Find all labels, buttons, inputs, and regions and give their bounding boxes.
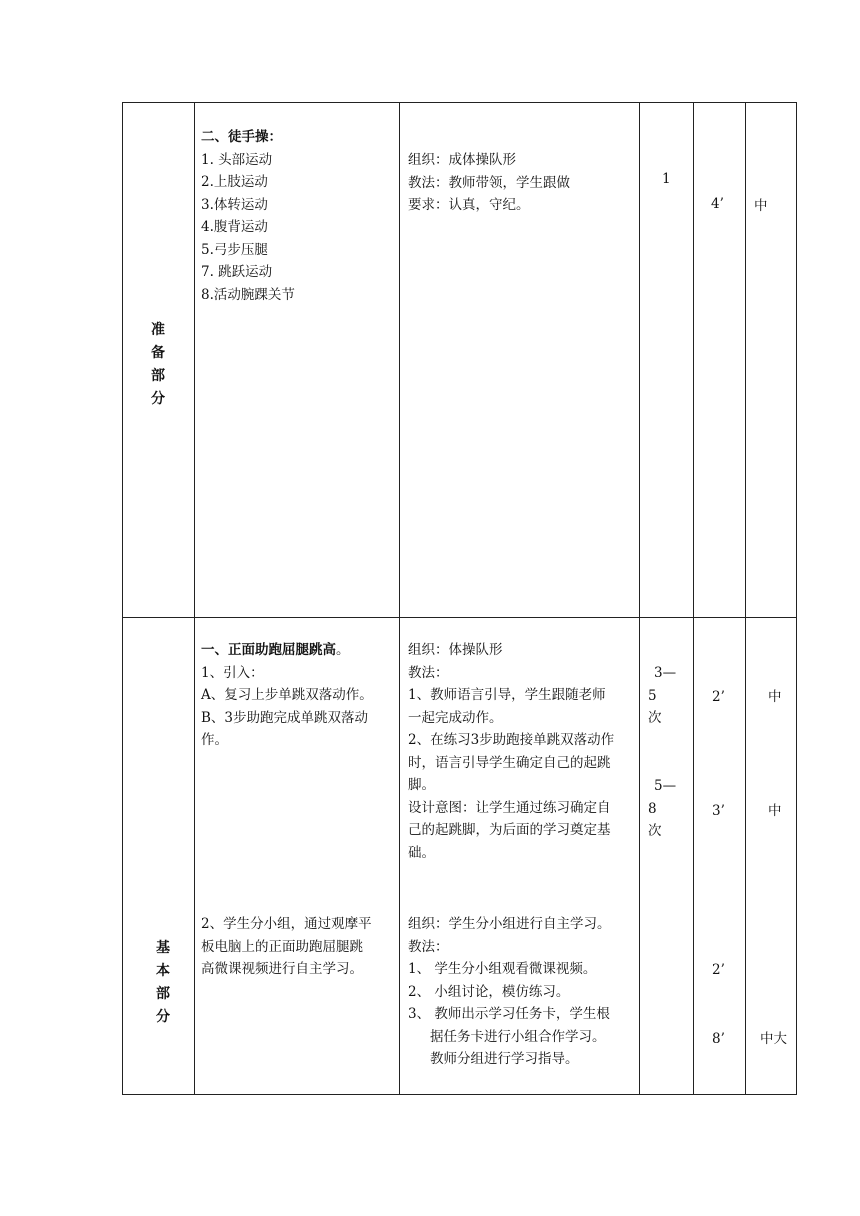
section-title	[201, 639, 373, 662]
column-divider	[399, 102, 400, 1095]
method-line: 教法：教师带领，学生跟做	[408, 174, 570, 191]
method-line: 础。	[408, 844, 435, 861]
time-value: 8’	[712, 1031, 725, 1047]
count-value	[648, 775, 676, 843]
content-cell	[201, 126, 295, 306]
column-divider	[693, 102, 694, 1095]
part-label-char: 部	[151, 368, 165, 384]
method-line: 一起完成动作。	[408, 709, 503, 726]
list-item: 1. 头部运动	[201, 151, 273, 168]
method-line: 组织：体操队形	[408, 642, 503, 658]
content-line: 1、引入：	[201, 664, 264, 681]
method-line: 2、在练习3步助跑接单跳双落动作	[408, 732, 615, 748]
content-cell	[201, 913, 372, 981]
intensity-value: 中大	[760, 1031, 787, 1047]
part-label-char: 基	[156, 940, 170, 956]
column-divider	[194, 102, 195, 1095]
method-line: 要求：认真，守纪。	[408, 197, 530, 213]
intensity-value: 中	[768, 689, 782, 705]
count-line: 8	[648, 800, 657, 817]
section-title-text: 一、正面助跑屈腿跳高	[201, 642, 336, 658]
method-line: 组织：成体操队形	[408, 152, 516, 168]
time-value: 3’	[712, 803, 725, 819]
content-line: 2、学生分小组，通过观摩平	[201, 916, 372, 932]
list-item: 2.上肢运动	[201, 174, 268, 190]
method-line: 教法：	[408, 664, 449, 681]
table-border-right	[796, 102, 797, 1095]
list-item: 8.活动腕踝关节	[201, 286, 295, 303]
method-line: 教法：	[408, 938, 449, 955]
column-divider	[639, 102, 640, 1095]
method-line: 设计意图：让学生通过练习确定自	[408, 799, 611, 816]
part-label-char: 部	[156, 986, 170, 1002]
time-value: 2’	[712, 689, 725, 705]
part-label-preparation	[148, 319, 168, 411]
table-row-divider	[122, 617, 797, 618]
count-line: 次	[648, 823, 662, 839]
intensity-value: 中	[754, 198, 768, 214]
method-line: 据任务卡进行小组合作学习。	[430, 1028, 606, 1045]
count-line: 5—	[654, 778, 677, 794]
content-line: B、3步助跑完成单跳双落动	[201, 709, 369, 726]
list-item: 7. 跳跃运动	[201, 264, 273, 280]
intensity-value: 中	[768, 803, 782, 819]
method-cell	[408, 639, 614, 864]
method-line: 己的起跳脚，为后面的学习奠定基	[408, 822, 611, 838]
method-line: 1、 学生分小组观看微课视频。	[408, 961, 597, 977]
count-value: 1	[662, 171, 671, 187]
method-line: 组织：学生分小组进行自主学习。	[408, 916, 611, 932]
list-item: 4.腹背运动	[201, 219, 268, 235]
content-line: A、复习上步单跳双落动作。	[201, 687, 373, 703]
method-line: 教师分组进行学习指导。	[430, 1051, 579, 1067]
time-value: 4’	[711, 196, 724, 212]
content-line: 高微课视频进行自主学习。	[201, 961, 363, 977]
list-item: 3.体转运动	[201, 196, 268, 213]
part-label-char: 准	[151, 322, 165, 338]
method-line: 时，语言引导学生确定自己的起跳	[408, 754, 611, 771]
count-line: 5	[648, 687, 657, 704]
content-line: 作。	[201, 732, 228, 748]
list-item: 5.弓步压腿	[201, 241, 268, 258]
method-line: 2、 小组讨论，模仿练习。	[408, 983, 570, 1000]
count-value	[648, 662, 676, 730]
method-line: 1、教师语言引导，学生跟随老师	[408, 687, 606, 703]
column-divider	[745, 102, 746, 1095]
table-border-bottom	[122, 1094, 797, 1095]
content-line: 板电脑上的正面助跑屈腿跳	[201, 938, 363, 955]
method-line: 3、 教师出示学习任务卡，学生根	[408, 1006, 610, 1022]
method-cell	[408, 913, 611, 1071]
part-label-basic	[153, 937, 173, 1029]
method-cell	[408, 149, 570, 217]
table-border-top	[122, 102, 797, 103]
method-line: 脚。	[408, 777, 435, 793]
table-border-left	[122, 102, 123, 1095]
time-value: 2’	[712, 962, 725, 978]
part-label-char: 分	[156, 1009, 170, 1025]
count-line: 3—	[654, 665, 677, 681]
part-label-char: 备	[151, 345, 165, 361]
section-title-punct: 。	[336, 642, 350, 658]
part-label-char: 本	[156, 963, 170, 979]
part-label-char: 分	[151, 391, 165, 407]
content-cell	[201, 639, 373, 752]
count-line: 次	[648, 710, 662, 726]
section-title: 二、徒手操：	[201, 129, 282, 145]
